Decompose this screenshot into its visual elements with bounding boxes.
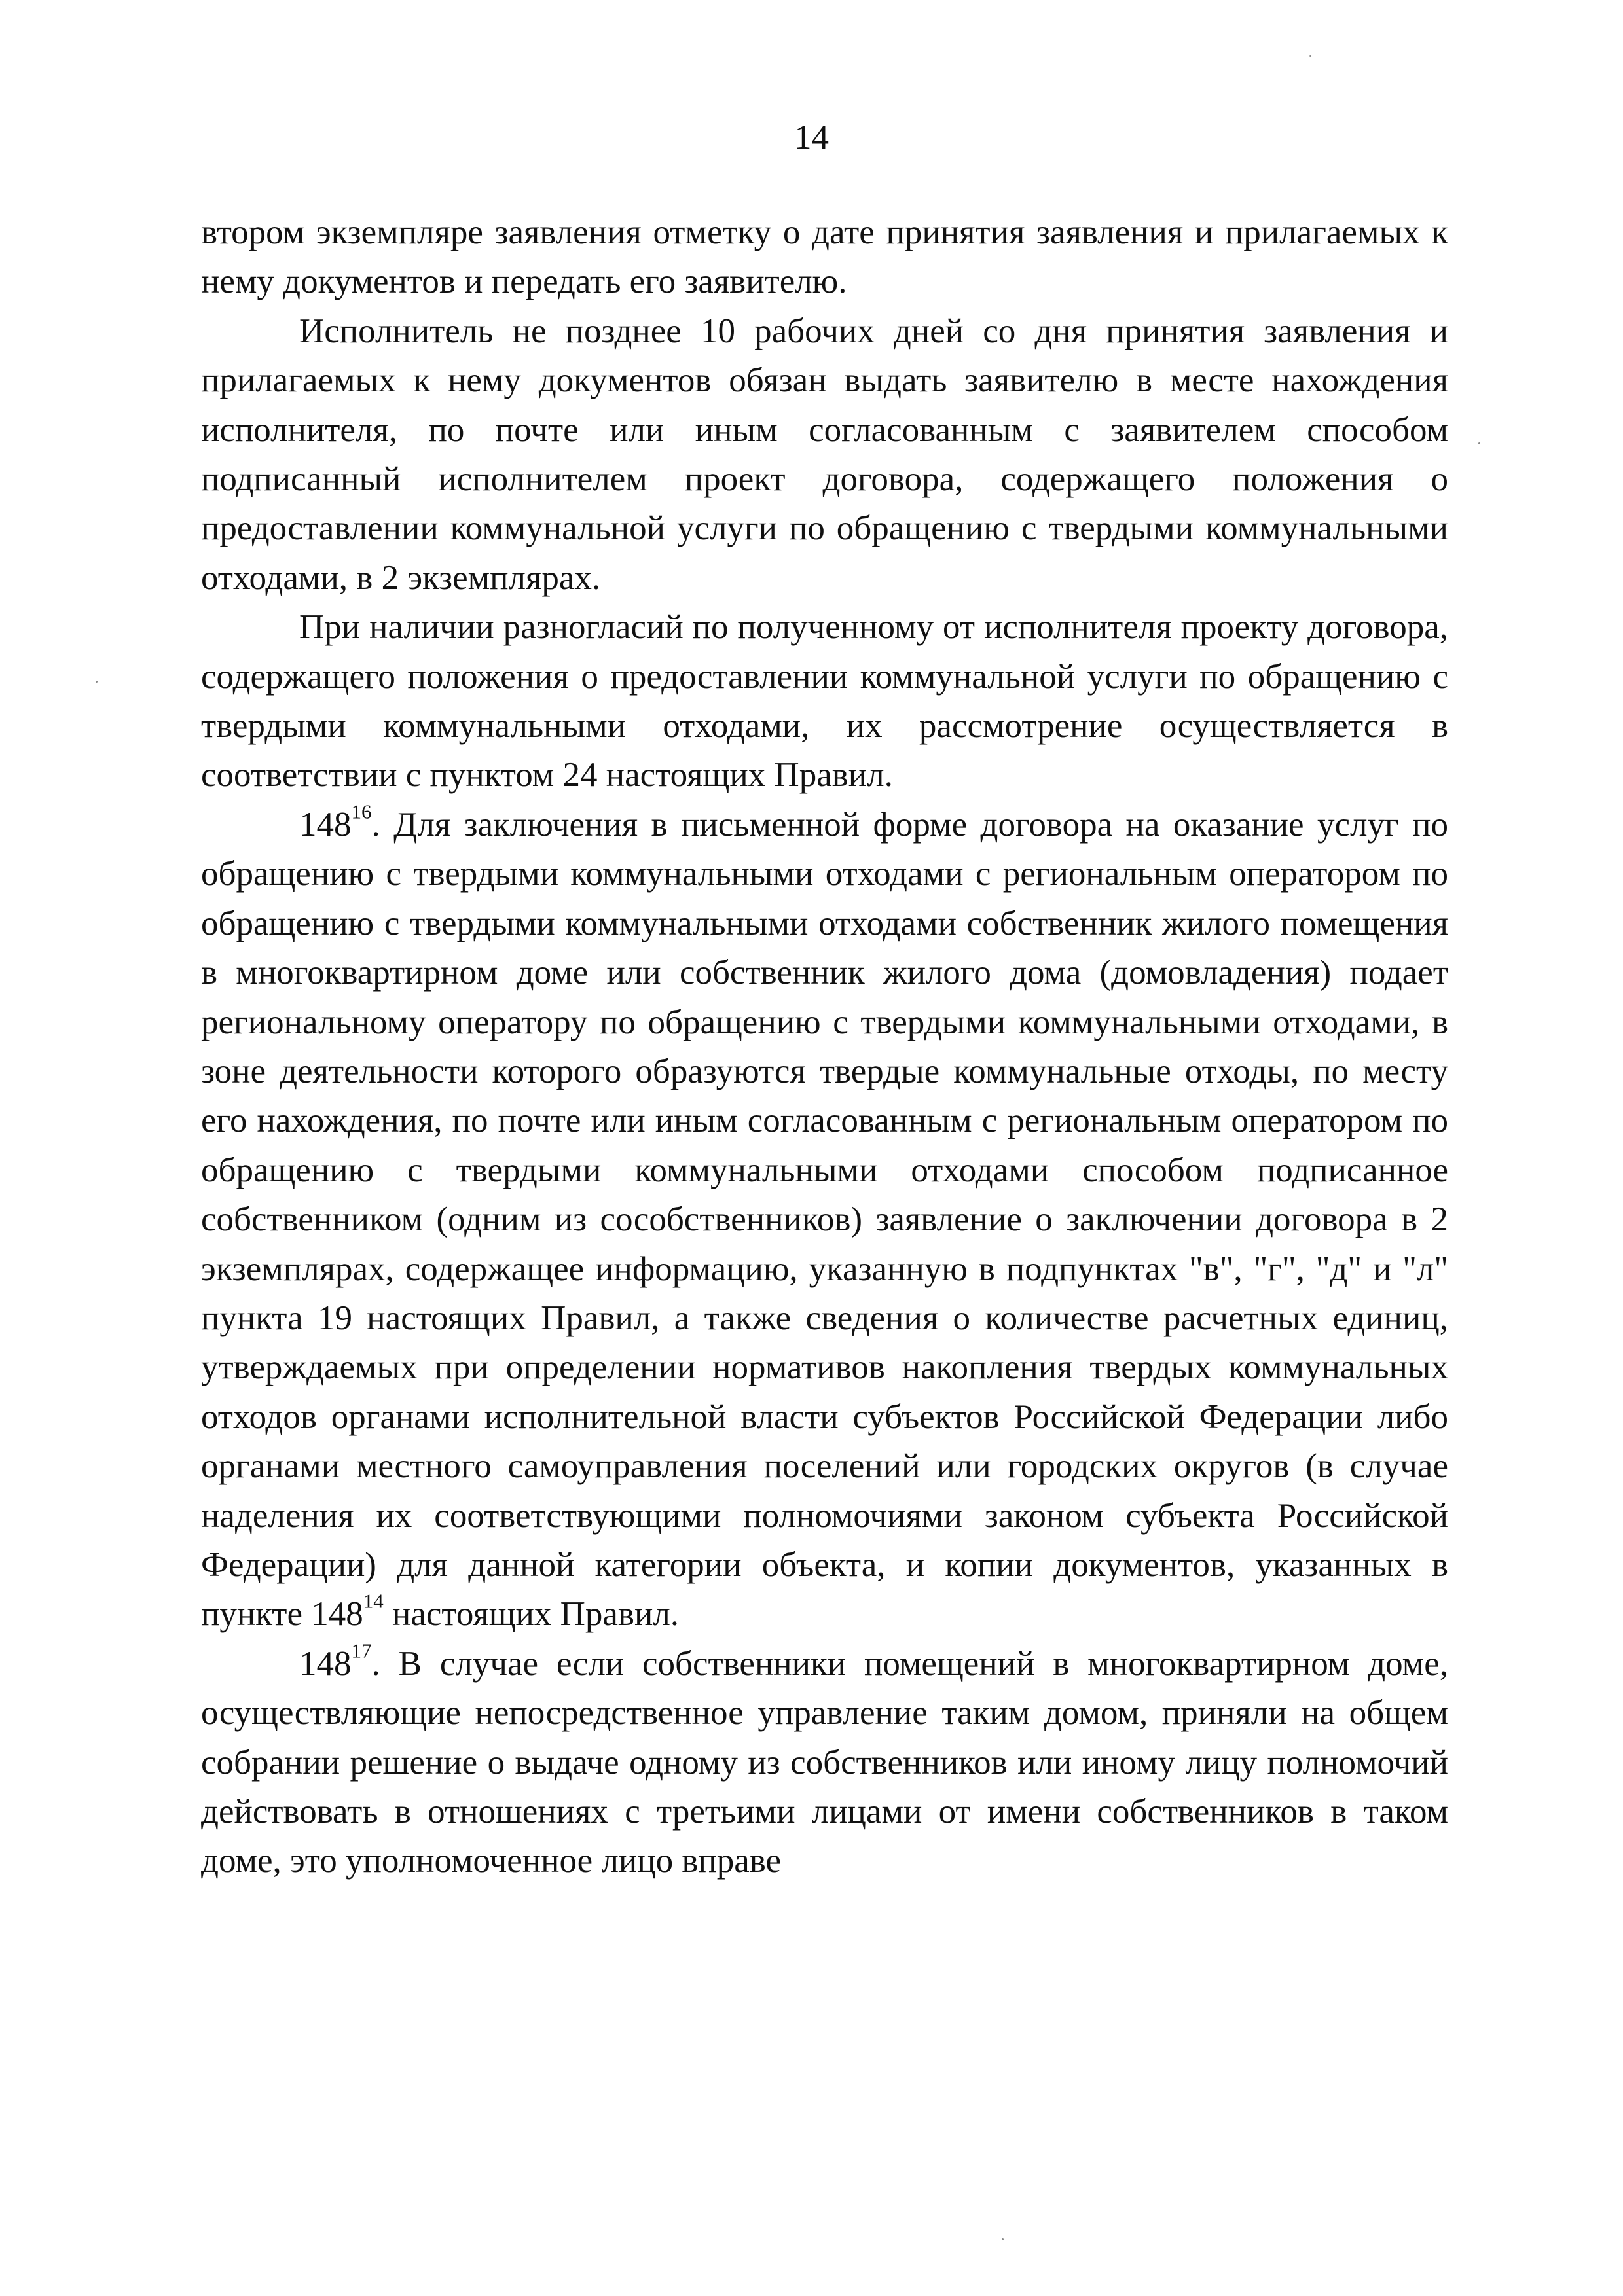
paragraph-tail-text: настоящих Правил. bbox=[383, 1595, 680, 1634]
paragraph-contract-issue bbox=[201, 307, 1448, 603]
clause-number: 148 bbox=[299, 805, 352, 844]
paragraph-text: При наличии разногласий по полученному от исполнителя проекту договора, содержащего положения о предоставлении коммунальной услуги по обращению с твердыми коммунальными отходами, их рассмотрение осуществляется в соответствии с пунктом 24 настоящих Правил. bbox=[201, 608, 1448, 795]
clause-148-16 bbox=[201, 800, 1448, 1640]
paragraph-text: втором экземпляре заявления отметку о дате принятия заявления и прилагаемых к нему документов и передать его заявителю. bbox=[201, 213, 1448, 301]
scan-speck bbox=[1002, 2238, 1004, 2240]
scan-speck bbox=[1478, 442, 1480, 444]
paragraph-text: . Для заключения в письменной форме договора на оказание услуг по обращению с твердыми коммунальными отходами с региональным оператором по обращению с твердыми коммунальными отходами собственник жилого помещения в многоквартирном доме или собственник жилого дома (домовладения) подает региональному оператору по обращению с твердыми коммунальными отходами, в зоне деятельности которого образуются твердые коммунальные отходы, по месту его нахождения, по почте или иным согласованным с региональным оператором по обращению с твердыми коммунальными отходами способом подписанное собственником (одним из сособственников) заявление о заключении договора в 2 экземплярах, содержащее информацию, указанную в подпунктах "в", "г", "д" и "л" пункта 19 настоящих Правил, а также сведения о количестве расчетных единиц, утверждаемых при определении нормативов накопления твердых коммунальных отходов органами исполнительной власти субъектов Российской Федерации либо органами местного самоуправления поселений или городских округов (в случае наделения их соответствующими полномочиями законом субъекта Российской Федерации) для данной категории объекта, и копии документов, указанных в пункте bbox=[201, 805, 1448, 1634]
scan-speck bbox=[96, 681, 98, 683]
body-text bbox=[201, 208, 1448, 1886]
clause-148-17 bbox=[201, 1640, 1448, 1886]
paragraph-text: Исполнитель не позднее 10 рабочих дней со дня принятия заявления и прилагаемых к нему документов обязан выдать заявителю в месте нахождения исполнителя, по почте или иным согласованным с заявителем способом подписанный исполнителем проект договора, содержащего положения о предоставлении коммунальной услуги по обращению с твердыми коммунальными отходами, в 2 экземплярах. bbox=[201, 312, 1448, 597]
paragraph-disagreements bbox=[201, 603, 1448, 800]
clause-number-superscript: 17 bbox=[351, 1639, 372, 1662]
scan-speck bbox=[1309, 55, 1311, 57]
clause-number: 148 bbox=[299, 1644, 352, 1683]
clause-number-superscript: 16 bbox=[351, 800, 372, 823]
paragraph-text: . В случае если собственники помещений в многоквартирном доме, осуществляющие непосредственное управление таким домом, приняли на общем собрании решение о выдаче одному из собственников или иному лицу полномочий действовать в отношениях с третьими лицами от имени собственников в таком доме, это уполномоченное лицо вправе bbox=[201, 1644, 1448, 1880]
clause-reference-number: 148 bbox=[311, 1595, 363, 1634]
clause-reference-superscript: 14 bbox=[363, 1590, 384, 1613]
page-number: 14 bbox=[794, 118, 829, 156]
paragraph-continuation bbox=[201, 208, 1448, 307]
